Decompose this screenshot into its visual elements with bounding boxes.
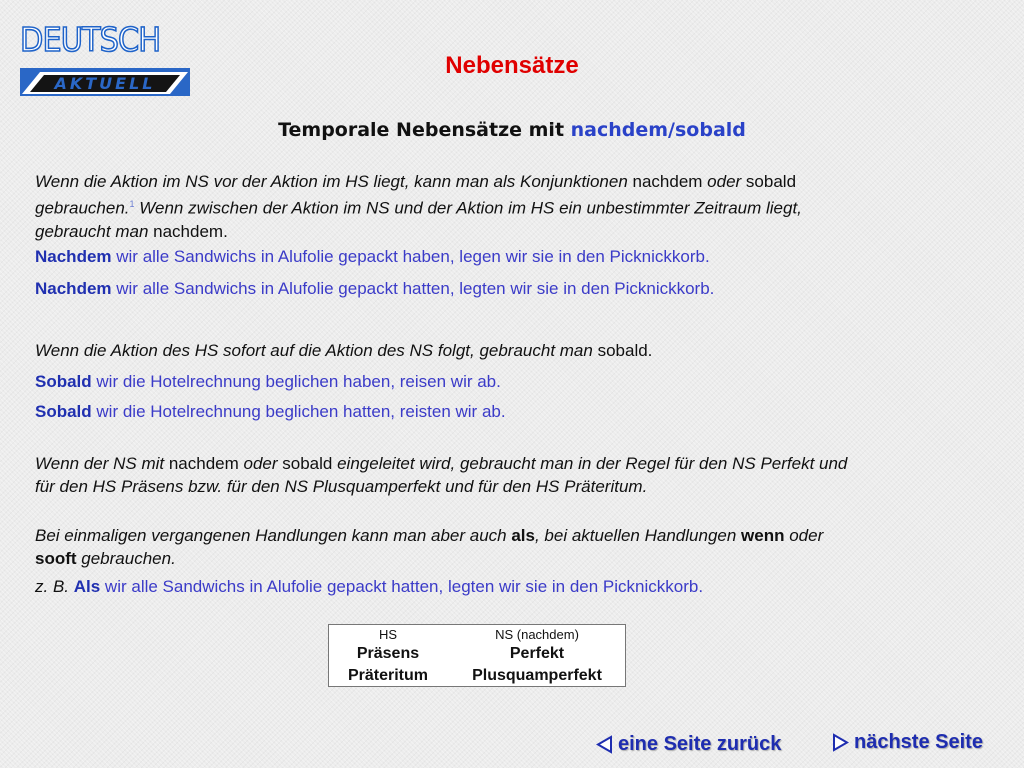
- para1-nachdem: nachdem: [632, 172, 703, 191]
- para1-oder: oder: [702, 172, 746, 191]
- para4-gebrauchen: gebrauchen.: [76, 549, 176, 568]
- previous-page-link[interactable]: [596, 733, 781, 756]
- example-text: wir alle Sandwichs in Alufolie gepackt haben, legen wir sie in den Picknickkorb.: [111, 247, 710, 266]
- example-keyword: Sobald: [35, 402, 92, 421]
- para2-sobald: sobald.: [597, 341, 653, 360]
- example-prefix: z. B.: [35, 577, 74, 596]
- rule-paragraph-nachdem: [35, 170, 995, 243]
- example-nachdem-2: [35, 278, 714, 300]
- para3-text-1: Wenn der NS mit: [35, 454, 169, 473]
- rule-paragraph-tenses: [35, 452, 995, 498]
- logo-wordmark: DEUTSCH: [20, 20, 161, 59]
- footnote-link[interactable]: 1: [129, 199, 135, 209]
- para3-nachdem: nachdem: [168, 454, 239, 473]
- triangle-left-icon: [596, 735, 613, 754]
- para1-text-3: gebraucht man: [35, 221, 154, 241]
- para1-nachdem-end: nachdem.: [153, 221, 228, 241]
- example-sobald-2: [35, 401, 506, 423]
- table-cell: Präsens: [356, 645, 420, 662]
- example-text: wir die Hotelrechnung beglichen haben, reisen wir ab.: [91, 372, 501, 391]
- triangle-right-icon: [832, 733, 849, 752]
- next-page-label: nächste Seite: [854, 731, 983, 753]
- para1-text-1: Wenn die Aktion im NS vor der Aktion im HS liegt, kann man als Konjunktionen: [35, 172, 633, 191]
- example-als: [35, 576, 703, 598]
- para4-sooft: sooft: [35, 549, 77, 568]
- example-text: wir die Hotelrechnung beglichen hatten, reisten wir ab.: [91, 402, 506, 421]
- previous-page-label: eine Seite zurück: [618, 733, 782, 755]
- para4-oder: oder: [784, 526, 824, 545]
- example-sobald-1: [35, 371, 501, 393]
- table-cell: Perfekt: [509, 645, 565, 662]
- example-keyword: Nachdem: [35, 279, 112, 298]
- logo-bar-text: AKTUELL: [54, 74, 156, 93]
- para4-wenn: wenn: [741, 526, 785, 545]
- para1-text-2: Wenn zwischen der Aktion im NS und der Aktion im HS ein unbestimmter Zeitraum liegt,: [134, 198, 802, 218]
- para3-text-3: für den HS Präsens bzw. für den NS Plusquamperfekt und für den HS Präteritum.: [35, 477, 648, 496]
- table-cell: Präteritum: [347, 667, 429, 684]
- example-keyword: Nachdem: [35, 247, 112, 266]
- subtitle-keyword: nachdem/sobald: [570, 119, 746, 141]
- table-header-hs: HS: [378, 627, 398, 642]
- para3-text-2: eingeleitet wird, gebraucht man in der Regel für den NS Perfekt und: [332, 454, 848, 473]
- table-header-ns: NS (nachdem): [495, 627, 579, 642]
- para4-text-1: Bei einmaligen vergangenen Handlungen kann man aber auch: [35, 526, 512, 545]
- example-text: wir alle Sandwichs in Alufolie gepackt hatten, legten wir sie in den Picknickkorb.: [111, 279, 715, 298]
- para4-text-2: , bei aktuellen Handlungen: [534, 526, 742, 545]
- table-cell: Plusquamperfekt: [472, 667, 602, 684]
- example-nachdem-1: [35, 246, 710, 268]
- page-subtitle: [0, 119, 1024, 141]
- example-keyword: Sobald: [35, 372, 92, 391]
- para4-als: als: [511, 526, 535, 545]
- page-title: Nebensätze: [445, 52, 579, 79]
- rule-paragraph-sobald: [35, 339, 995, 362]
- para3-oder: oder: [238, 454, 283, 473]
- tense-table: [328, 624, 626, 687]
- example-text: wir alle Sandwichs in Alufolie gepackt hatten, legten wir sie in den Picknickkorb.: [100, 577, 704, 596]
- example-keyword: Als: [73, 577, 101, 596]
- subtitle-prefix: Temporale Nebensätze mit: [278, 119, 571, 141]
- next-page-link[interactable]: [832, 731, 983, 754]
- rule-paragraph-als-wenn: [35, 524, 995, 570]
- para1-gebrauchen: gebrauchen.: [35, 198, 130, 218]
- para2-text: Wenn die Aktion des HS sofort auf die Aktion des NS folgt, gebraucht man: [35, 341, 598, 360]
- para3-sobald: sobald: [282, 454, 333, 473]
- para1-sobald: sobald: [745, 172, 797, 191]
